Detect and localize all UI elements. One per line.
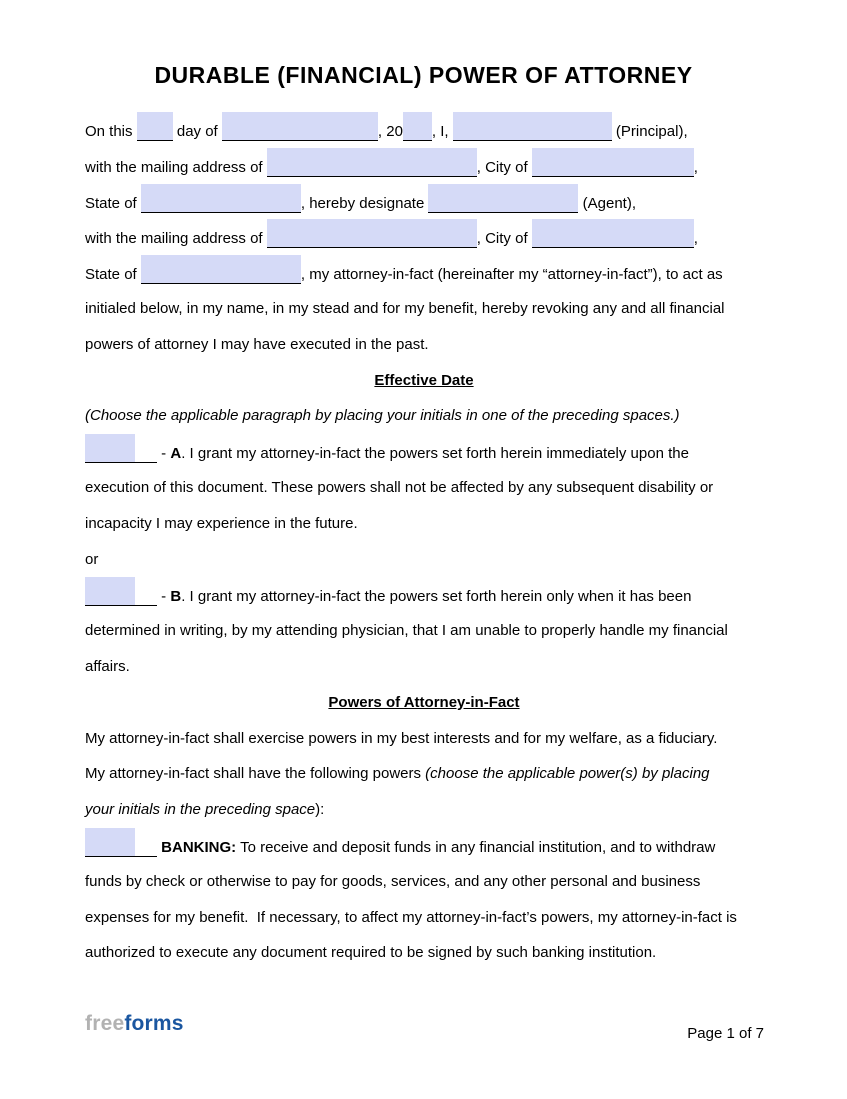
body-text: - bbox=[157, 588, 171, 606]
body-text: (Principal), bbox=[611, 123, 688, 140]
body-text: affairs. bbox=[85, 657, 130, 675]
text-row bbox=[85, 184, 763, 220]
body-text: - bbox=[157, 445, 171, 463]
text-row bbox=[85, 148, 763, 184]
text-row bbox=[85, 506, 763, 542]
form-field-blank[interactable] bbox=[428, 184, 578, 213]
text-row bbox=[85, 398, 763, 434]
form-field-blank[interactable] bbox=[137, 112, 173, 141]
section-heading: Effective Date bbox=[374, 371, 474, 389]
text-row bbox=[85, 935, 763, 971]
body-text: with the mailing address of bbox=[85, 158, 267, 176]
body-text: , hereby designate bbox=[300, 194, 429, 212]
form-field-blank[interactable] bbox=[141, 255, 301, 284]
text-row bbox=[85, 900, 763, 936]
italic-text: (Choose the applicable paragraph by placing your initials in one of the preceding spaces.) bbox=[85, 407, 680, 425]
bold-text: B bbox=[170, 588, 182, 606]
body-text: authorized to execute any document required to be signed by such banking institution. bbox=[85, 944, 657, 962]
body-text: , bbox=[693, 158, 698, 176]
body-text: State of bbox=[85, 194, 141, 212]
logo-text-free: free bbox=[85, 1012, 125, 1035]
text-row bbox=[85, 649, 763, 685]
body-text: To receive and deposit funds in any financial institution, and to withdraw bbox=[236, 838, 716, 856]
text-row bbox=[85, 792, 763, 828]
italic-text: your initials in the preceding space bbox=[85, 801, 316, 819]
form-field-blank[interactable] bbox=[85, 828, 135, 857]
body-text: State of bbox=[85, 266, 141, 284]
body-text: powers of attorney I may have executed in the past. bbox=[85, 335, 429, 353]
body-text: (Agent), bbox=[578, 194, 636, 212]
field-underline-extension bbox=[135, 828, 157, 857]
text-row bbox=[85, 291, 763, 327]
text-row bbox=[85, 864, 763, 900]
body-text: expenses for my benefit. If necessary, to affect my attorney-in-fact’s powers, my attorney-in-fact is bbox=[85, 908, 737, 926]
section-heading: Powers of Attorney-in-Fact bbox=[328, 693, 520, 711]
text-row bbox=[85, 756, 763, 792]
body-text: execution of this document. These powers shall not be affected by any subsequent disability or bbox=[85, 478, 714, 496]
text-row bbox=[85, 828, 763, 864]
text-row bbox=[85, 219, 763, 255]
italic-text: (choose the applicable power(s) by placing bbox=[425, 765, 710, 783]
form-field-blank[interactable] bbox=[85, 577, 135, 606]
form-field-blank[interactable] bbox=[532, 219, 694, 248]
bold-text: BANKING: bbox=[161, 838, 237, 856]
text-row bbox=[85, 470, 763, 506]
body-text: , 20 bbox=[377, 123, 403, 140]
form-field-blank[interactable] bbox=[267, 219, 477, 248]
text-row bbox=[85, 434, 763, 470]
field-underline-extension bbox=[135, 577, 157, 606]
form-field-blank[interactable] bbox=[453, 112, 612, 141]
text-row bbox=[85, 542, 763, 578]
body-text: , bbox=[693, 230, 698, 248]
body-text: funds by check or otherwise to pay for goods, services, and any other personal and business bbox=[85, 872, 701, 890]
body-text: determined in writing, by my attending physician, that I am unable to properly handle my financial bbox=[85, 622, 728, 640]
text-row bbox=[85, 112, 763, 148]
text-row bbox=[85, 721, 763, 757]
document-title: DURABLE (FINANCIAL) POWER OF ATTORNEY bbox=[154, 62, 693, 88]
body-text: , I, bbox=[431, 123, 453, 140]
body-text: incapacity I may experience in the future. bbox=[85, 514, 358, 532]
body-text: . I grant my attorney-in-fact the powers set forth herein only when it has been bbox=[181, 588, 692, 606]
form-field-blank[interactable] bbox=[85, 434, 135, 463]
body-text: , my attorney-in-fact (hereinafter my “attorney-in-fact”), to act as bbox=[300, 266, 723, 284]
form-field-blank[interactable] bbox=[532, 148, 694, 177]
freeforms-logo bbox=[85, 1012, 184, 1036]
body-text: day of bbox=[172, 123, 222, 140]
logo-text-forms: forms bbox=[124, 1012, 184, 1035]
form-field-blank[interactable] bbox=[222, 112, 378, 141]
body-text: My attorney-in-fact shall exercise powers in my best interests and for my welfare, as a fiduciary. bbox=[85, 729, 718, 747]
body-text: . I grant my attorney-in-fact the powers set forth herein immediately upon the bbox=[181, 445, 689, 463]
page-number: Page 1 of 7 bbox=[687, 1025, 764, 1042]
text-row bbox=[85, 613, 763, 649]
body-text: or bbox=[85, 550, 99, 568]
text-row bbox=[85, 255, 763, 291]
body-text: My attorney-in-fact shall have the following powers bbox=[85, 765, 426, 783]
body-text: initialed below, in my name, in my stead and for my benefit, hereby revoking any and all financial bbox=[85, 299, 725, 317]
form-field-blank[interactable] bbox=[403, 112, 432, 141]
body-text: , City of bbox=[476, 158, 532, 176]
body-text: On this bbox=[85, 123, 137, 140]
bold-text: A bbox=[170, 445, 182, 463]
body-text: with the mailing address of bbox=[85, 230, 267, 248]
section-heading-row bbox=[85, 685, 763, 721]
body-text: , City of bbox=[476, 230, 532, 248]
document-body bbox=[85, 112, 763, 971]
form-field-blank[interactable] bbox=[141, 184, 301, 213]
body-text: ): bbox=[315, 801, 325, 819]
form-field-blank[interactable] bbox=[267, 148, 477, 177]
field-underline-extension bbox=[135, 434, 157, 463]
text-row bbox=[85, 327, 763, 363]
text-row bbox=[85, 577, 763, 613]
section-heading-row bbox=[85, 363, 763, 399]
